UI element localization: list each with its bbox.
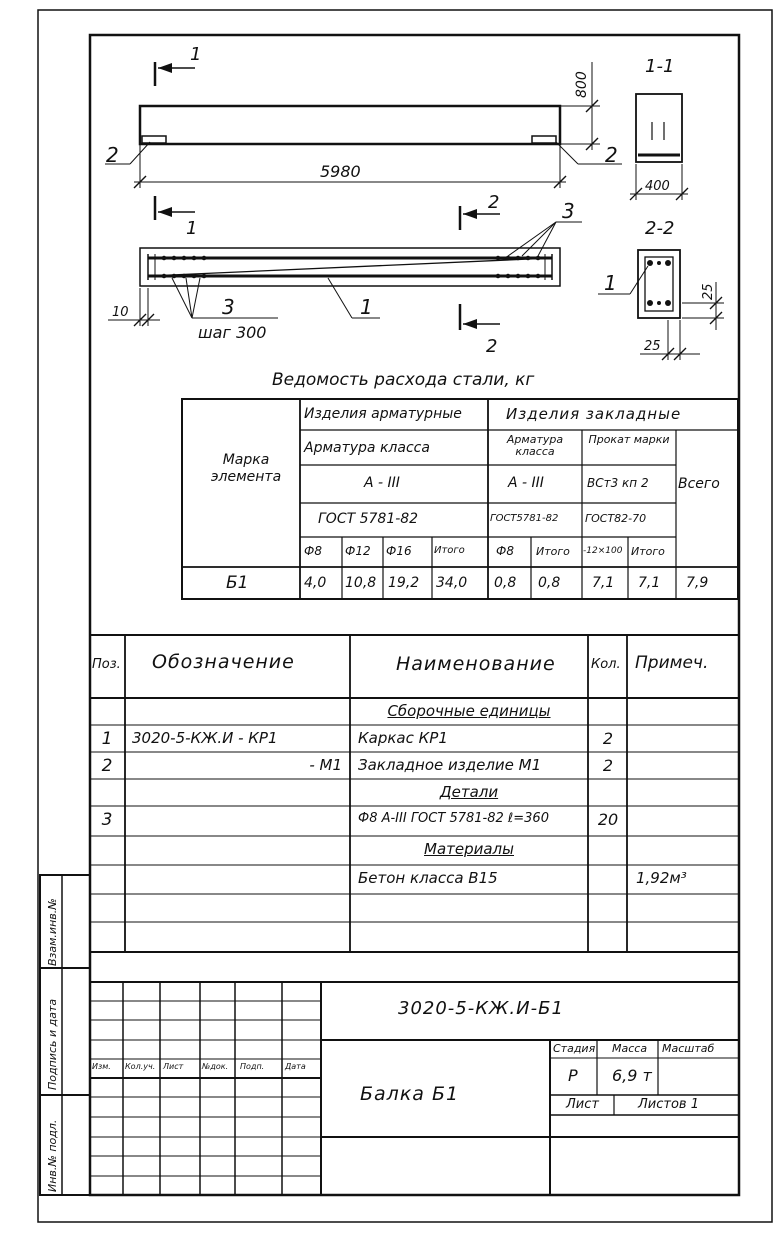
pos1-plan: 1 xyxy=(360,295,373,319)
stamp-sign-date: Подпись и дата xyxy=(46,998,59,1090)
steel-grade: ВСт3 кп 2 xyxy=(587,476,649,490)
sheet-label: Лист xyxy=(566,1097,599,1112)
spec-row-name: Каркас КР1 xyxy=(358,729,448,747)
svg-text:1: 1 xyxy=(604,271,617,295)
pos2-right: 2 xyxy=(605,143,618,167)
drawing-name: Балка Б1 xyxy=(360,1083,460,1105)
stage-value: Р xyxy=(568,1066,578,1085)
rebar-class-header: Арматура класса xyxy=(304,440,430,456)
col-total-rebar: Итого xyxy=(434,545,465,556)
section-mark-2-bottom: 2 xyxy=(486,336,498,357)
val-total-prokat: 7,1 xyxy=(638,575,661,591)
val-f12: 10,8 xyxy=(345,575,377,591)
sheets-label: Листов 1 xyxy=(638,1097,699,1112)
gost-emb: ГОСТ5781-82 xyxy=(490,513,559,524)
beam-elevation xyxy=(105,44,622,239)
val-f8-emb: 0,8 xyxy=(494,575,517,591)
spec-row-designation: 3020-5-КЖ.И - КР1 xyxy=(132,729,278,747)
val-f16: 19,2 xyxy=(388,575,420,591)
mark-header: Марка элемента xyxy=(210,452,282,485)
spec-header-name: Наименование xyxy=(396,653,556,675)
spec-row-qty: 2 xyxy=(602,756,614,775)
val-plate: 7,1 xyxy=(592,575,615,591)
section-2-2 xyxy=(598,218,724,360)
section-1-1 xyxy=(630,56,688,200)
inner-frame xyxy=(90,35,739,1195)
height-dimension: 800 xyxy=(574,71,590,98)
col-plate: -12×100 xyxy=(583,546,623,556)
svg-text:2-2: 2-2 xyxy=(645,218,675,239)
val-total-rebar: 34,0 xyxy=(436,575,468,591)
gost-rebar: ГОСТ 5781-82 xyxy=(318,511,419,527)
spec-row-pos: 3 xyxy=(101,810,113,830)
col-f8: Ф8 xyxy=(304,544,322,558)
section-mark-1-bottom: 1 xyxy=(186,218,198,239)
spec-header-qty: Кол. xyxy=(591,657,621,672)
spec-row-name: Закладное изделие М1 xyxy=(358,756,542,774)
gost-prokat: ГОСТ82-70 xyxy=(585,512,647,525)
spec-row-designation: - М1 xyxy=(309,756,342,774)
steel-table-title: Ведомость расхода стали, кг xyxy=(272,370,535,390)
spec-row-note: 1,92м³ xyxy=(636,869,687,887)
spec-row-name: Ф8 А-III ГОСТ 5781-82 ℓ=360 xyxy=(358,811,549,826)
spec-header-pos: Поз. xyxy=(92,657,121,672)
mass-value: 6,9 т xyxy=(612,1066,652,1085)
col-f16: Ф16 xyxy=(386,544,412,558)
section-mark-1-top: 1 xyxy=(190,44,202,65)
section-mark-2-top: 2 xyxy=(488,192,500,213)
length-dimension: 5980 xyxy=(320,162,361,181)
val-grand-total: 7,9 xyxy=(686,575,709,591)
rev-col-izm: Изм. xyxy=(92,1062,111,1071)
spec-row-qty: 2 xyxy=(602,729,614,748)
stage-label: Стадия xyxy=(553,1042,596,1055)
scale-label: Масштаб xyxy=(662,1042,715,1055)
rebar-header: Изделия арматурные xyxy=(304,406,462,422)
rev-col-doc: №док. xyxy=(202,1062,229,1071)
pos2-left: 2 xyxy=(106,143,119,167)
spec-row-name: Бетон класса В15 xyxy=(358,869,498,887)
mass-label: Масса xyxy=(612,1042,648,1055)
spec-row-name: Сборочные единицы xyxy=(387,702,551,720)
stamp-replace: Взам.инв.№ xyxy=(46,898,59,966)
emb-class-header: Арматура класса xyxy=(506,433,564,458)
embedded-plate-left xyxy=(142,136,166,143)
stamp-inv-orig: Инв.№ подл. xyxy=(46,1119,59,1192)
beam-plan xyxy=(108,192,582,357)
pos3-left: 3 xyxy=(222,295,235,319)
spec-row-name: Детали xyxy=(439,783,499,801)
spec-header-note: Примеч. xyxy=(635,653,709,673)
row-mark: Б1 xyxy=(226,573,249,593)
end-offset-dim: 10 xyxy=(112,305,129,320)
val-total-emb: 0,8 xyxy=(538,575,561,591)
spec-row-pos: 1 xyxy=(101,729,113,749)
embedded-header: Изделия закладные xyxy=(506,405,682,423)
prokat-header: Прокат марки xyxy=(588,433,670,446)
total-header: Всего xyxy=(678,476,720,492)
svg-text:400: 400 xyxy=(645,179,670,194)
col-total-emb: Итого xyxy=(536,545,570,558)
rev-col-kol: Кол.уч. xyxy=(125,1062,156,1071)
rev-col-sign: Подп. xyxy=(240,1062,265,1071)
col-f12: Ф12 xyxy=(345,544,371,558)
svg-text:1-1: 1-1 xyxy=(645,56,675,77)
class-a3-emb: A - III xyxy=(508,475,544,491)
pos3-right: 3 xyxy=(562,199,575,223)
embedded-plate-right xyxy=(532,136,556,143)
svg-text:25: 25 xyxy=(644,339,661,354)
spec-row-pos: 2 xyxy=(101,756,113,776)
rev-col-date: Дата xyxy=(285,1062,306,1071)
spec-row-qty: 20 xyxy=(597,810,619,829)
class-a3: A - III xyxy=(364,475,400,491)
steel-table-grid xyxy=(182,399,738,599)
spec-header-designation: Обозначение xyxy=(152,651,295,673)
svg-text:25: 25 xyxy=(701,283,716,300)
col-total-prokat: Итого xyxy=(631,545,665,558)
col-f8-emb: Ф8 xyxy=(496,544,514,558)
val-f8: 4,0 xyxy=(304,575,327,591)
rev-col-list: Лист xyxy=(163,1062,184,1071)
drawing-code: 3020-5-КЖ.И-Б1 xyxy=(398,998,564,1019)
step-label: шаг 300 xyxy=(198,323,267,342)
spec-row-name: Материалы xyxy=(424,840,514,858)
